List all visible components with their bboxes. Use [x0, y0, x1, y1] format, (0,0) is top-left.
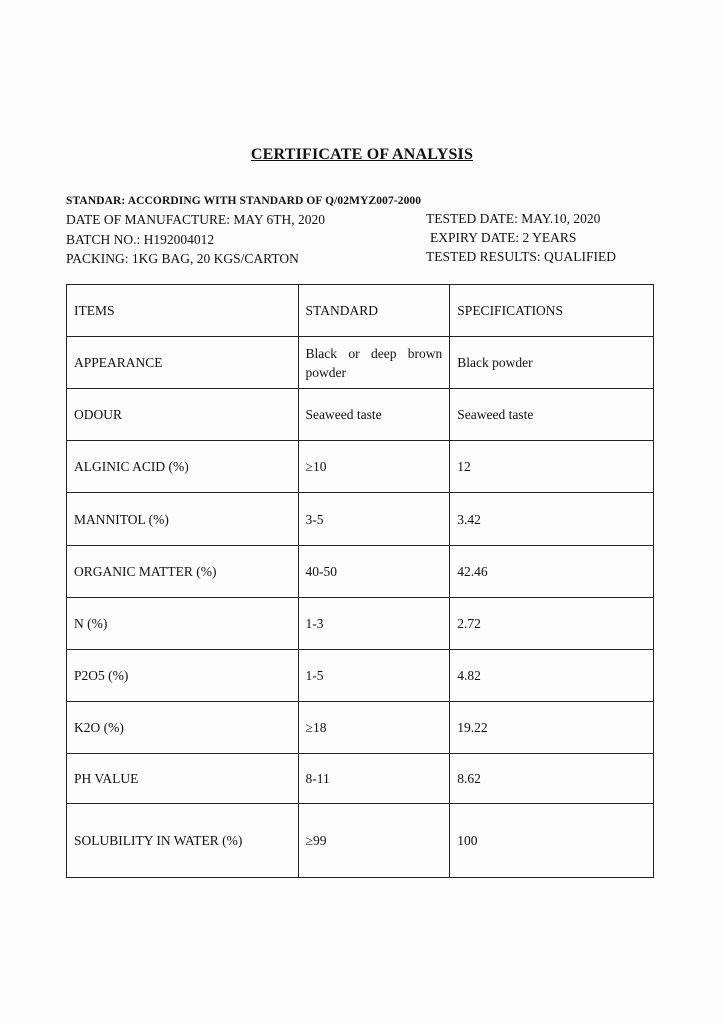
- item-cell: ODOUR: [67, 389, 299, 441]
- table-row: [67, 650, 654, 702]
- standard-cell: 8-11: [298, 754, 450, 804]
- item-cell: ALGINIC ACID (%): [67, 441, 299, 493]
- table-row: [67, 546, 654, 598]
- tested-date: TESTED DATE: MAY.10, 2020: [426, 211, 601, 226]
- document-title: CERTIFICATE OF ANALYSIS: [250, 146, 474, 163]
- item-cell: N (%): [67, 598, 299, 650]
- standard-cell: 40-50: [298, 546, 450, 598]
- table-row: [67, 754, 654, 804]
- table-row: [67, 441, 654, 493]
- table-header-row: [67, 285, 654, 337]
- date-of-manufacture: DATE OF MANUFACTURE: MAY 6TH, 2020: [66, 212, 326, 227]
- header-items: ITEMS: [67, 285, 299, 337]
- analysis-table: [66, 284, 654, 878]
- spec-cell: 42.46: [450, 546, 654, 598]
- table-row: [67, 337, 654, 389]
- batch-no: BATCH NO.: H192004012: [66, 232, 215, 247]
- item-cell: SOLUBILITY IN WATER (%): [67, 804, 299, 878]
- spec-cell: Black powder: [450, 337, 654, 389]
- spec-cell: 19.22: [450, 702, 654, 754]
- table-row: [67, 493, 654, 546]
- tested-results: TESTED RESULTS: QUALIFIED: [426, 249, 617, 264]
- standard-cell: Seaweed taste: [298, 389, 450, 441]
- standard-cell: Black or deep brown powder: [298, 337, 450, 389]
- standard-cell: 1-5: [298, 650, 450, 702]
- spec-cell: 2.72: [450, 598, 654, 650]
- standard-cell: ≥99: [298, 804, 450, 878]
- item-cell: PH VALUE: [67, 754, 299, 804]
- packing: PACKING: 1KG BAG, 20 KGS/CARTON: [66, 251, 299, 266]
- standard-cell: 3-5: [298, 493, 450, 546]
- spec-cell: Seaweed taste: [450, 389, 654, 441]
- table-row: [67, 702, 654, 754]
- item-cell: MANNITOL (%): [67, 493, 299, 546]
- standard-line: STANDAR: ACCORDING WITH STANDARD OF Q/02MYZ007-2000: [66, 195, 422, 207]
- item-cell: ORGANIC MATTER (%): [67, 546, 299, 598]
- table-row: [67, 389, 654, 441]
- standard-cell: ≥10: [298, 441, 450, 493]
- standard-cell: 1-3: [298, 598, 450, 650]
- spec-cell: 12: [450, 441, 654, 493]
- table-row: [67, 804, 654, 878]
- item-cell: P2O5 (%): [67, 650, 299, 702]
- item-cell: APPEARANCE: [67, 337, 299, 389]
- table-row: [67, 598, 654, 650]
- spec-cell: 3.42: [450, 493, 654, 546]
- standard-cell: ≥18: [298, 702, 450, 754]
- header-specifications: SPECIFICATIONS: [450, 285, 654, 337]
- item-cell: K2O (%): [67, 702, 299, 754]
- spec-cell: 8.62: [450, 754, 654, 804]
- spec-cell: 4.82: [450, 650, 654, 702]
- header-standard: STANDARD: [298, 285, 450, 337]
- spec-cell: 100: [450, 804, 654, 878]
- expiry-date: EXPIRY DATE: 2 YEARS: [430, 230, 577, 245]
